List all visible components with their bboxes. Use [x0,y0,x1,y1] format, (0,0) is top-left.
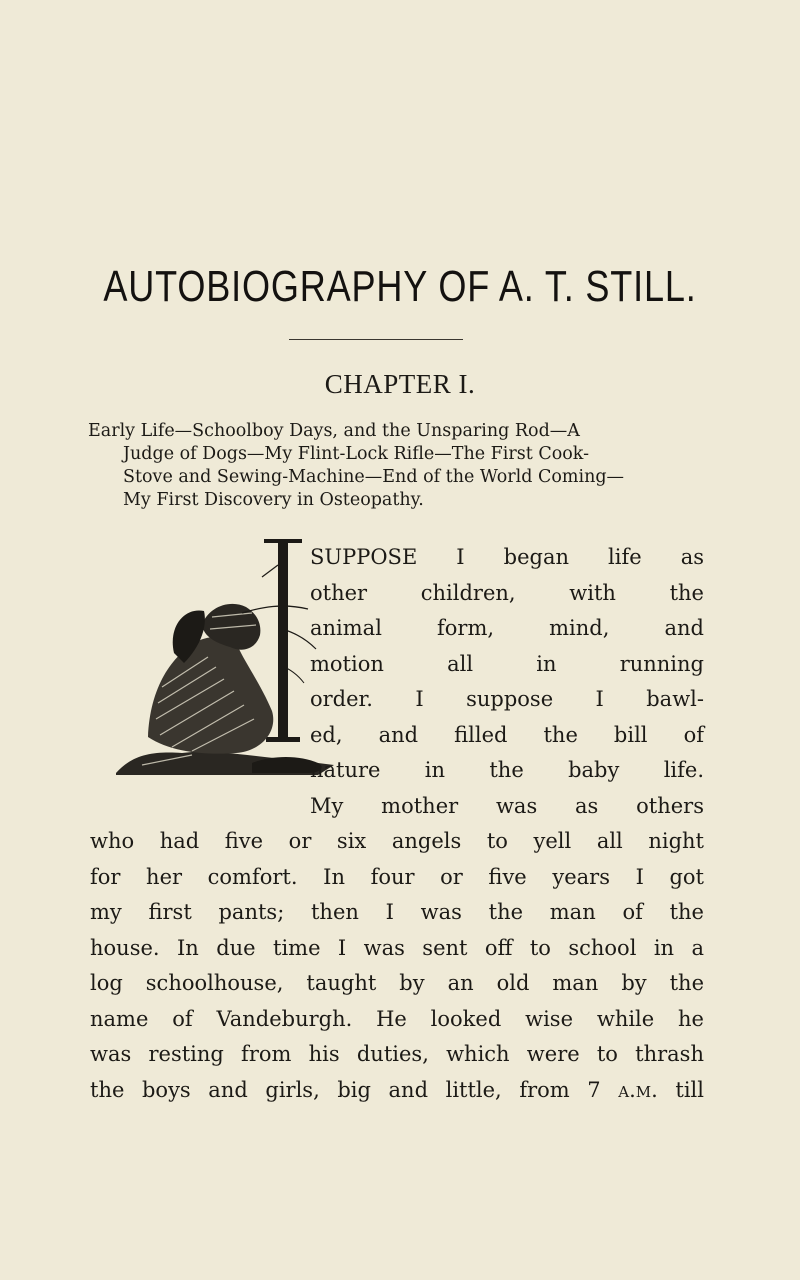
running-title: AUTOBIOGRAPHY OF A. T. STILL. [103,262,697,311]
body-line: name of Vandeburgh. He looked wise while he [90,1006,704,1031]
synopsis-line: Early Life—Schoolboy Days, and the Unsparing Rod—A [88,421,580,441]
body-line: who had five or six angels to yell all night [90,829,704,853]
body-line: My mother was as others [310,793,704,818]
chapter-heading: CHAPTER I. [324,369,476,399]
body-line: for her comfort. In four or five years I got [90,864,704,889]
body-line: order. I suppose I bawl- [310,687,704,711]
body-line: my first pants; then I was the man of the [90,900,704,924]
body-line: was resting from his duties, which were to thrash [90,1042,704,1066]
synopsis-line: Judge of Dogs—My Flint-Lock Rifle—The First Cook- [123,444,589,464]
time-abbreviation: a.m. [618,1077,658,1102]
body-line: motion all in running [310,651,704,676]
body-line: house. In due time I was sent off to school in a [90,935,704,960]
title-rule-divider [289,339,463,340]
synopsis-line: Stove and Sewing-Machine—End of the World Coming— [123,467,625,487]
body-text [90,540,704,1108]
body-line: nature in the baby life. [310,758,704,782]
body-line: log schoolhouse, taught by an old man by the [90,971,704,995]
body-line: animal form, mind, and [310,616,704,640]
body-line: SUPPOSE I began life as [310,545,704,569]
final-word: till [675,1077,704,1102]
synopsis-line: My First Discovery in Osteopathy. [123,490,424,510]
chapter-synopsis [88,420,702,512]
body-line: other children, with the [310,580,704,605]
body-line-final [90,1073,704,1109]
body-line: ed, and filled the bill of [310,722,704,747]
body-line-final-text: the boys and girls, big and little, from 7 [90,1077,601,1102]
